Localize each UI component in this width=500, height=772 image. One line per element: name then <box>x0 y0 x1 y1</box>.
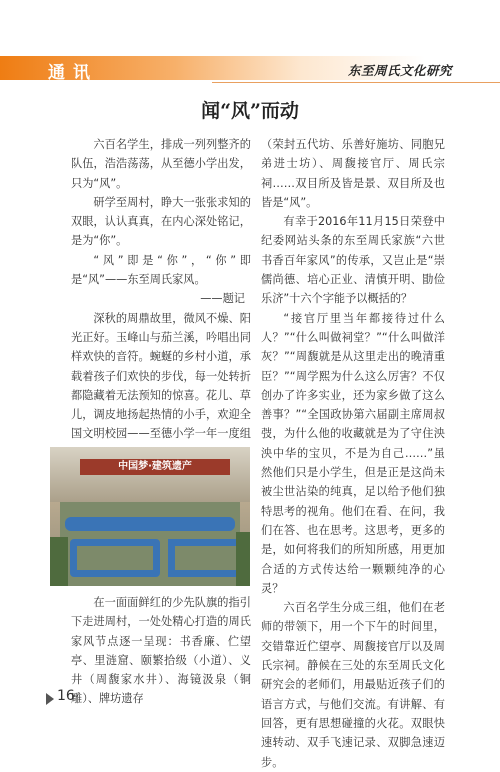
paragraph: “接官厅里当年都接待过什么人？”“什么叫做祠堂？”“什么叫做洋灰？”“周馥就是从这里走出的晚清重臣？”“周学熙为什么这么厉害？不仅创办了许多实业，还为家乡做了这么善事？”“全国政协第六届副主席周叔弢，为什么他的收藏就是为了守住泱泱中华的宝贝，不是为自己……”虽然他们只是小学生，但是正是这尚未被尘世沾染的纯真，足以给予他们独特思考的视角。他们在看、在问，我们在答、也在思考。这思考，更多的是，如何将我们的所知所感，用更加合适的方式传达给一颗颗纯净的心灵？ <box>261 311 445 595</box>
left-column <box>71 135 251 463</box>
photo-students-row <box>65 517 235 531</box>
paragraph: 在一面面鲜红的少先队旗的指引下走进周村，一处处精心打造的周氏家风节点逐一呈现：书香廉、伫望亭、里涟窟、颐繁拾级（小道）、义井（周馥家水井）、海镜汲泉（铜雕）、牌坊遗存 <box>71 596 251 706</box>
paragraph: “风”即是“你”，“你”即是“风”——东至周氏家风。 <box>71 253 251 287</box>
article-title: 闻“风”而动 <box>201 100 299 122</box>
header-rule <box>212 82 500 83</box>
right-column <box>261 135 445 772</box>
paragraph: 六百名学生，排成一列列整齐的队伍，浩浩荡荡，从至德小学出发，只为“风”。 <box>71 138 251 190</box>
photo-students-group <box>70 539 160 577</box>
paragraph: 六百名学生分成三组，他们在老师的带领下，用一个下午的时间里，交错靠近伫望亭、周馥接官厅以及周氏宗祠。静候在三处的东至周氏文化研究会的老师们，用最贴近孩子们的语言方式，与他们交流。有讲解、有回答，更有思想碰撞的火花。双眼快速转动、双手飞速记录、双脚急速迈步。 <box>261 601 445 769</box>
photo-students-group <box>168 539 238 577</box>
photo-plant <box>236 532 250 586</box>
article-photo <box>50 447 250 586</box>
epigraph-signature: ——题记 <box>200 292 245 306</box>
paragraph: 有幸于2016年11月15日荣登中纪委网站头条的东至周氏家族“六世书香百年家风”的传承，又岂止是“崇儒尚德、培心正业、清慎开明、勖俭乐济”十六个字能予以概括的？ <box>261 215 445 306</box>
page-number: 16 <box>57 688 75 704</box>
section-label: 通讯 <box>48 63 98 83</box>
left-column-bottom <box>71 593 251 709</box>
photo-sign: 中国梦·建筑遗产 <box>80 459 230 475</box>
magazine-name: 东至周氏文化研究 <box>347 63 452 78</box>
paragraph: 研学至周村，睁大一张张求知的双眼，认认真真，在内心深处铭记，是为“你”。 <box>71 195 251 248</box>
paragraph: 深秋的周鼎故里，微风不燥、阳光正好。玉峰山与茄兰溪，吟唱出同样欢快的音符。蜿蜒的乡村小道，承载着孩子们欢快的步伐，每一处转折都隐藏着无法预知的惊喜。花儿、草儿，调皮地扬起热情的小手，欢迎全国文明校园——至德小学一年一度组 <box>71 311 251 441</box>
photo-plant <box>50 537 68 586</box>
page-marker-icon <box>46 693 54 705</box>
paragraph: （荣封五代坊、乐善好施坊、同胞兄弟进士坊）、周馥接官厅、周氏宗祠……双目所及皆是景、双目所及也皆是“风”。 <box>261 138 445 209</box>
